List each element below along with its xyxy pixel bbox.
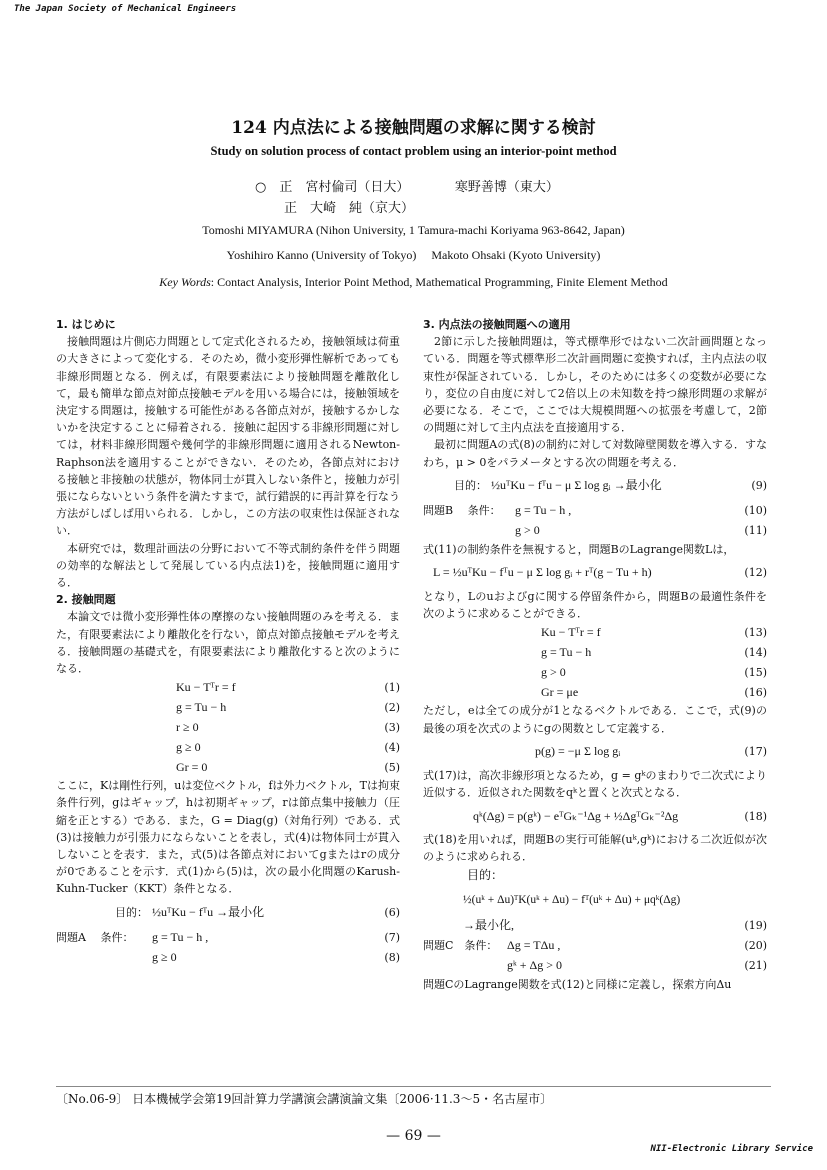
section-3-paragraph-1: 2節に示した接触問題は，等式標準形ではない二次計画問題となっている．問題を等式標準形二次計画問題に変換すれば，主内点法の収束性が保証されている．しかし，そのためには多くの変数が必要になり，変位の自由度に対して2倍以上の未知数を持つ線形問題の求解が必要になる．そこで，ここでは大規模問題への拡張を考慮して，2節の問題に対して主内点法を直接適用する． bbox=[423, 335, 767, 435]
paragraph-search-direction: 問題CのLagrange関数を式(12)と同様に定義し，探索方向Δu bbox=[423, 977, 732, 991]
section-1-paragraph-2: 本研究では，数理計画法の分野において不等式制約条件を伴う問題の効率的な解法として発展している内点法1)を，接触問題に適用する． bbox=[56, 541, 400, 590]
paper-subtitle: Study on solution process of contact problem using an interior-point method bbox=[210, 144, 617, 158]
right-column bbox=[423, 316, 767, 993]
footer-rule bbox=[56, 1086, 771, 1087]
nii-footer: NII-Electronic Library Service bbox=[650, 1144, 813, 1154]
equation-4: g ≥ 0 (4) bbox=[176, 739, 400, 754]
affiliation-line-2: Yoshihiro Kanno (University of Tokyo) Makoto Ohsaki (Kyoto University) bbox=[226, 248, 601, 262]
section-3-heading: 3. 内点法の接触問題への適用 bbox=[423, 318, 571, 331]
equation-19-objective-label: 目的： bbox=[467, 868, 504, 883]
section-2-paragraph-2: ここに，Kは剛性行列，uは変位ベクトル，fは外力ベクトル，Tは拘束条件行列，gはギャップ，hは初期ギャップ，rは節点集中接触力（圧縮を正とする）である．また，G = Diag(g)（対角行列）である．式(3)は接触力が引張力にならないことを表し，式(4)は物体同士が貫入しないことを表す．また，式(5)は各節点対においてgまたはrの成分が0であることを示す．式(1)から(5)は，次の最小化問題のKarush-Kuhn-Tucker（KKT）条件となる． bbox=[56, 779, 400, 896]
section-3-paragraph-2: 最初に問題Aの式(8)の制約に対して対数障壁関数を導入する．すなわち，μ > 0をパラメータとする次の問題を考える． bbox=[423, 438, 767, 469]
equation-10: 問題B 条件： g = Tu − h , (10) bbox=[423, 503, 767, 518]
equation-14: g = Tu − h (14) bbox=[541, 644, 767, 659]
paper-title: 124 内点法による接触問題の求解に関する検討 bbox=[231, 118, 596, 138]
paragraph-lagrange: 式(11)の制約条件を無視すると，問題BのLagrange関数Lは， bbox=[423, 542, 735, 556]
equation-7: 問題A 条件： g = Tu − h , (7) bbox=[56, 930, 400, 945]
left-column bbox=[56, 316, 400, 968]
keywords bbox=[0, 275, 827, 290]
affiliation-line-1: Tomoshi MIYAMURA (Nihon University, 1 Tamura-machi Koriyama 963-8642, Japan) bbox=[202, 223, 625, 237]
equation-20: 問題C 条件： Δg = TΔu , (20) bbox=[423, 938, 767, 953]
equation-19: →最小化, (19) bbox=[463, 918, 767, 933]
page-number: — 69 — bbox=[386, 1128, 441, 1144]
equation-5: Gr = 0 (5) bbox=[176, 759, 400, 774]
equation-21: gᵏ + Δg > 0 (21) bbox=[507, 958, 767, 973]
keywords-label: Key Words bbox=[159, 275, 211, 289]
equation-8: g ≥ 0 (8) bbox=[152, 950, 400, 965]
proceedings-footer: 〔No.06-9〕 日本機械学会第19回計算力学講演会講演論文集〔2006·11.3〜5・名古屋市〕 bbox=[56, 1092, 553, 1106]
equation-6: 目的： ½uᵀKu − fᵀu →最小化 (6) bbox=[115, 905, 400, 920]
section-2-heading: 2. 接触問題 bbox=[56, 593, 116, 607]
section-1-paragraph-1: 接触問題は片側応力問題として定式化されるため，接触領域は荷重の大きさによって変化する．そのため，微小変形弾性解析であっても非線形問題となる．例えば，有限要素法により接触問題を離散化して，最も簡単な節点対節点接触モデルを用いる場合には，接触領域を決定する問題は，接触する可能性がある各節点対が，接触するかしないかを決定することに帰着される．接触に起因する非線形問題に対しては，材料非線形問題や幾何学的非線形問題に適用されるNewton-Raphson法を適用することができない．そのため，各節点対における接触と非接触の状態が，物体同士が貫入しない条件と，接触力が引張にならないという条件を満たすまで，試行錯誤的に再計算を行なう方法がしばしば用いられる．しかし，この方法の収束性は保証されない． bbox=[56, 335, 400, 538]
equation-13: Ku − Tᵀr = f (13) bbox=[541, 624, 767, 639]
paragraph-approx: 式(17)は，高次非線形項となるため，g = gᵏのまわりで二次式により近似する．近似された関数をqᵏと置くと次式となる． bbox=[423, 768, 767, 800]
paragraph-problem-c: 式(18)を用いれば，問題Bの実行可能解(uᵏ,gᵏ)における二次近似が次のように求められる． bbox=[423, 833, 767, 864]
keywords-text: : Contact Analysis, Interior Point Method, Mathematical Programming, Finite Element Method bbox=[210, 275, 668, 289]
paragraph-define-p: ただし，eは全ての成分が1となるベクトルである．ここで，式(9)の最後の項を次式のようにgの関数として定義する． bbox=[423, 704, 767, 735]
section-2-paragraph-1: 本論文では微小変形弾性体の摩擦のない接触問題のみを考える．また，有限要素法により離散化を行ない，節点対節点接触モデルを考える．接触問題の基礎式を，有限要素法により離散化すると次のようになる． bbox=[56, 610, 400, 676]
authors-line-1: ○ 正 宮村倫司（日大） 寒野善博（東大） bbox=[255, 180, 559, 195]
equation-16: Gr = μe (16) bbox=[541, 684, 767, 699]
equation-12: L = ½uᵀKu − fᵀu − μ Σ log gᵢ + rᵀ(g − Tu + h) (12) bbox=[433, 565, 767, 580]
equation-11: g > 0 (11) bbox=[515, 523, 767, 538]
equation-19-objective: ½(uᵏ + Δu)ᵀK(uᵏ + Δu) − fᵀ(uᵏ + Δu) + μqᵏ(Δg) bbox=[463, 894, 681, 907]
equation-9: 目的： ½uᵀKu − fᵀu − μ Σ log gᵢ →最小化 (9) bbox=[454, 478, 767, 493]
equation-15: g > 0 (15) bbox=[541, 664, 767, 679]
section-1-heading: 1. はじめに bbox=[56, 318, 116, 331]
paragraph-stationary: となり，Lのuおよびgに関する停留条件から，問題Bの最適性条件を次のように求めることができる． bbox=[423, 590, 767, 621]
equation-2: g = Tu − h (2) bbox=[176, 699, 400, 714]
equation-3: r ≥ 0 (3) bbox=[176, 719, 400, 734]
equation-18: qᵏ(Δg) = p(gᵏ) − eᵀGₖ⁻¹Δg + ½ΔgᵀGₖ⁻²Δg (18) bbox=[473, 808, 767, 823]
equation-17: p(g) = −μ Σ log gᵢ (17) bbox=[535, 744, 767, 759]
authors-line-2: 正 大崎 純（京大） bbox=[284, 201, 415, 216]
equation-1: Ku − Tᵀr = f (1) bbox=[176, 679, 400, 694]
society-header: The Japan Society of Mechanical Engineers bbox=[14, 4, 237, 14]
